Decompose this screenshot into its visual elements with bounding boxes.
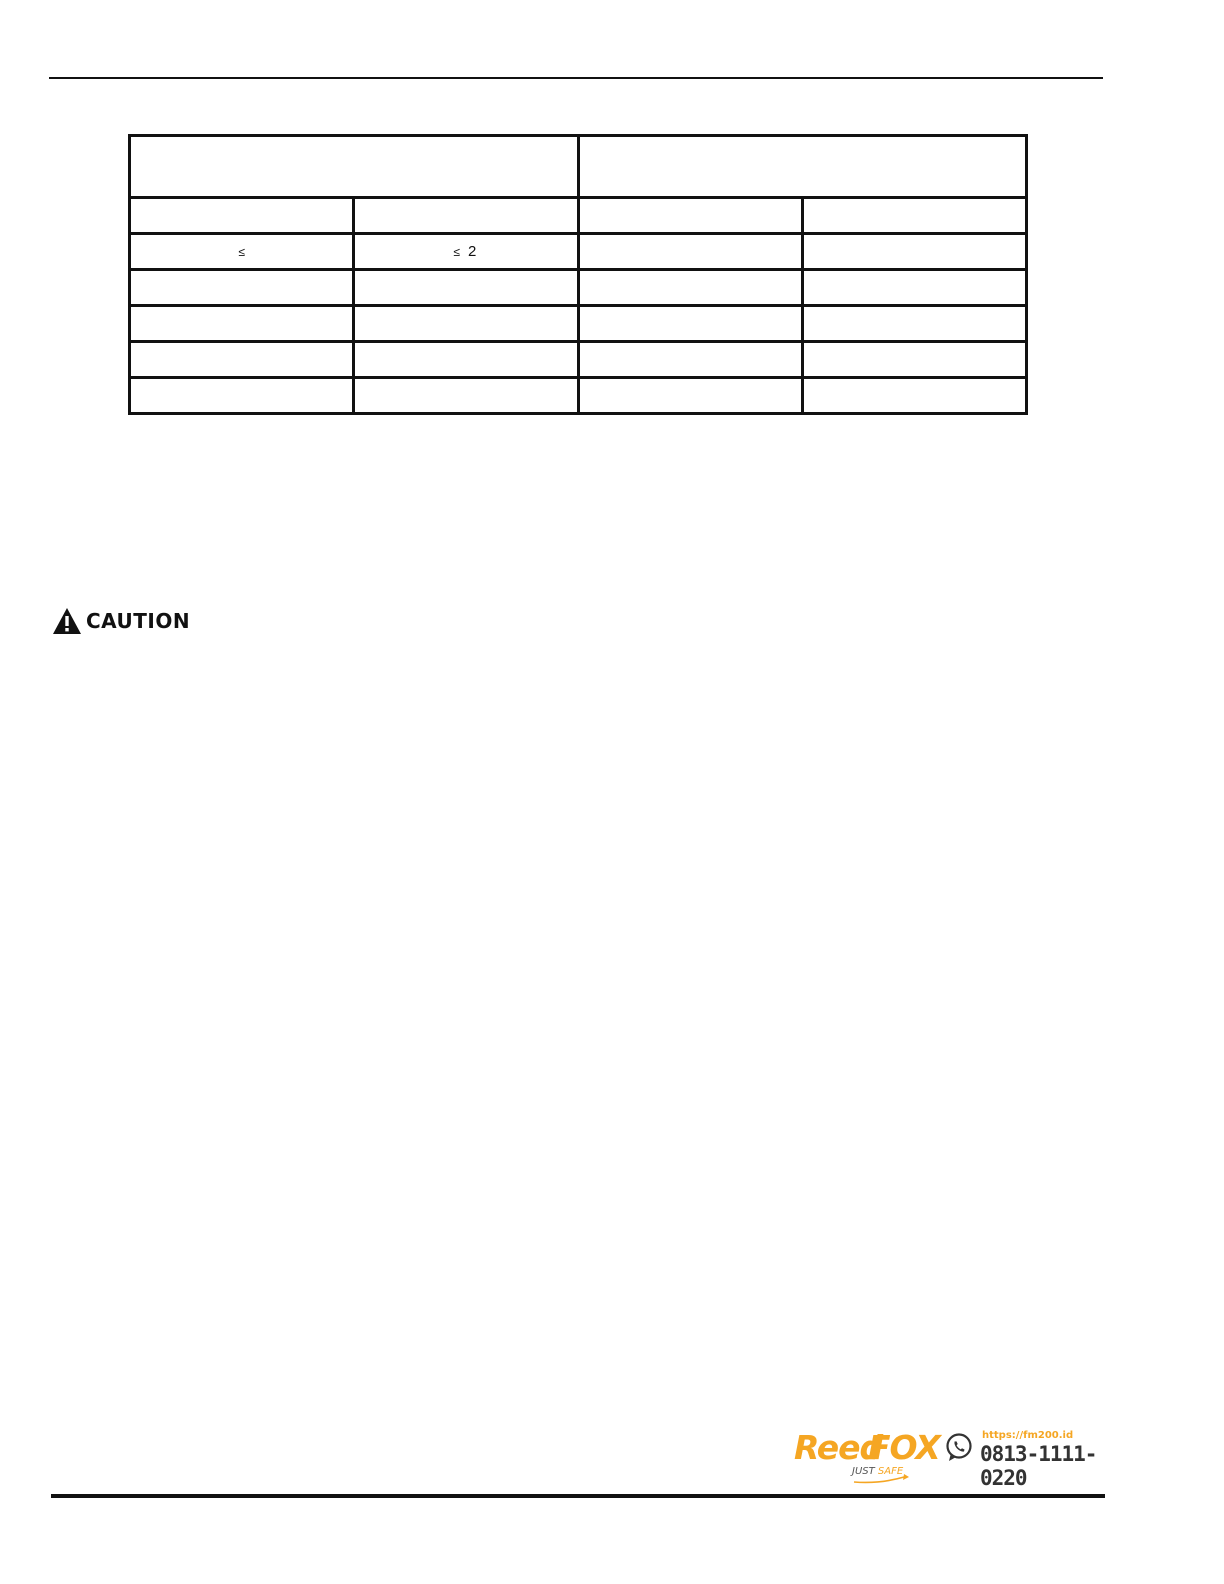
caution-notice <box>52 606 190 636</box>
table-cell <box>802 378 1026 414</box>
table-cell <box>578 378 802 414</box>
table-cell <box>354 306 578 342</box>
warning-triangle-icon <box>52 607 82 635</box>
brand-logo-fox: FOX <box>868 1428 940 1467</box>
table-row <box>130 270 1027 306</box>
table-row <box>130 198 1027 234</box>
table-cell <box>130 378 354 414</box>
whatsapp-icon <box>944 1432 974 1462</box>
brand-url: https://fm200.id <box>982 1430 1074 1441</box>
brand-logo-reed: Reed <box>794 1428 883 1467</box>
table-header-cell-left <box>130 136 579 198</box>
table-header-cell-right <box>578 136 1027 198</box>
table-header-row <box>130 136 1027 198</box>
table-cell <box>354 234 578 270</box>
caution-label: CAUTION <box>86 609 191 633</box>
table-cell <box>130 198 354 234</box>
table-cell <box>130 270 354 306</box>
table-row <box>130 306 1027 342</box>
table-row <box>130 342 1027 378</box>
table-cell <box>578 270 802 306</box>
bottom-rule <box>51 1494 1105 1498</box>
table-cell <box>354 270 578 306</box>
footer-brand <box>792 1428 1104 1488</box>
table-cell <box>802 342 1026 378</box>
table-cell <box>578 198 802 234</box>
table-cell <box>802 306 1026 342</box>
top-rule <box>49 77 1103 79</box>
table-cell <box>802 198 1026 234</box>
table-row <box>130 378 1027 414</box>
table-cell <box>578 234 802 270</box>
table-cell <box>130 234 354 270</box>
table-cell <box>802 270 1026 306</box>
table-cell <box>578 306 802 342</box>
less-equal-symbol: ≤ <box>238 245 245 260</box>
brand-phone: 0813-1111-0220 <box>980 1442 1097 1490</box>
table-cell <box>130 342 354 378</box>
table-cell <box>354 342 578 378</box>
table-cell <box>802 234 1026 270</box>
spec-table <box>128 134 1028 415</box>
less-equal-symbol: ≤ <box>453 244 460 259</box>
swoosh-arrow-icon <box>852 1474 910 1484</box>
table-cell <box>578 342 802 378</box>
cell-value: 2 <box>468 243 477 261</box>
tagline-safe: SAFE <box>877 1466 904 1477</box>
table-cell <box>130 306 354 342</box>
table-cell <box>354 378 578 414</box>
table-cell <box>354 198 578 234</box>
tagline-just: JUST <box>852 1466 875 1477</box>
table-row <box>130 234 1027 270</box>
